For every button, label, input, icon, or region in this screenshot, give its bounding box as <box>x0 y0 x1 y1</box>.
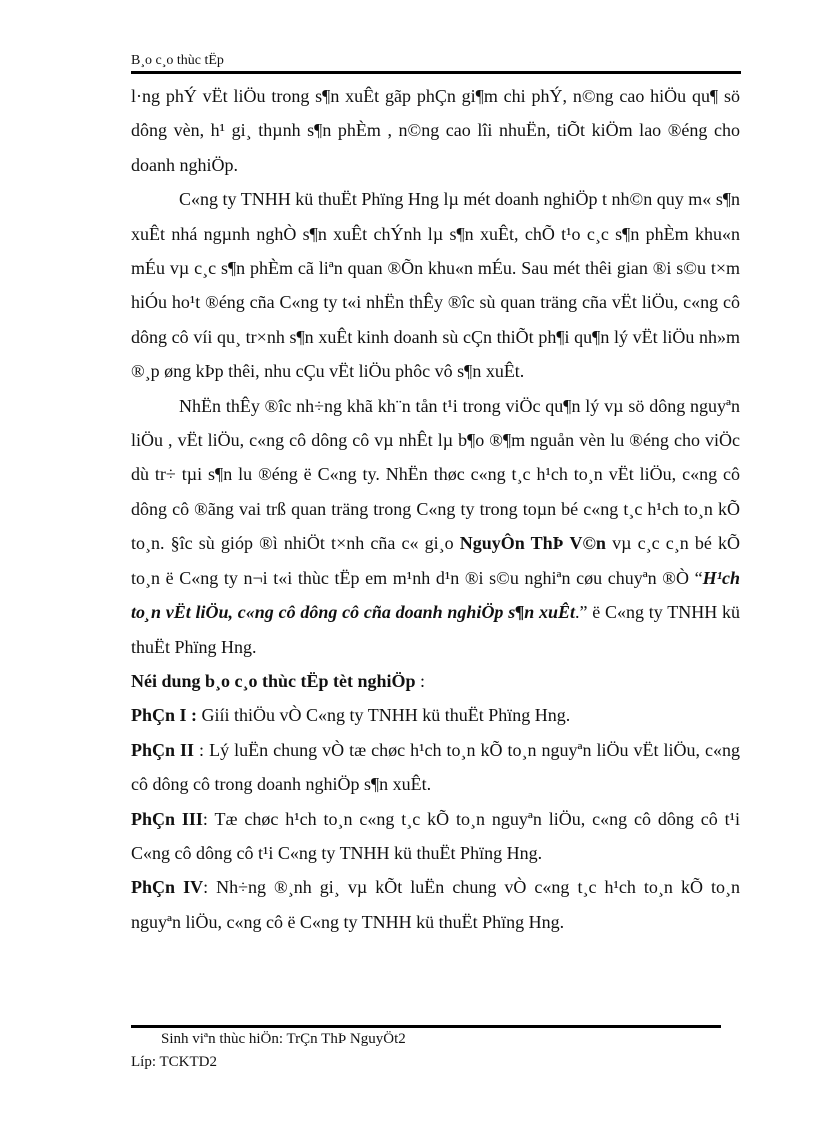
part-1 <box>131 698 740 732</box>
part-1-text: Giíi thiÖu vÒ C«ng ty TNHH kü thuËt Phïng Hng. <box>197 705 571 726</box>
part-1-label: PhÇn I : <box>131 705 198 726</box>
paragraph-2: C«ng ty TNHH kü thuËt Phïng Hng lµ mét doanh nghiÖp t nh©n quy m« s¶n xuÊt nhá ngµnh nghÒ s¶n xuÊt chÝnh lµ s¶n xuÊt, chÕ t¹o c¸c s¶n phÈm khu«n mÉu vµ c¸c s¶n phÈm cã liªn quan ®Õn khu«n mÉu. Sau mét thêi gian ®i s©u t×m hiÓu ho¹t ®éng cña C«ng ty t«i nhËn thÊy ®îc sù quan träng cña vËt liÖu, c«ng cô dông cô víi qu¸ tr×nh s¶n xuÊt kinh doanh sù cÇn thiÕt ph¶i qu¶n lý vËt liÖu nh»m ®¸p øng kÞp thêi, nhu cÇu vËt liÖu phôc vô s¶n xuÊt. <box>131 189 740 382</box>
part-3-text: : Tæ chøc h¹ch to¸n c«ng t¸c kÕ to¸n nguyªn liÖu, c«ng cô dông cô t¹i C«ng cô dông cô t¹i C«ng ty TNHH kü thuËt Phïng Hng. <box>131 808 741 863</box>
footer-student: Sinh viªn thùc hiÖn: TrÇn ThÞ NguyÖt2 <box>161 1031 406 1047</box>
part-3 <box>131 802 740 871</box>
part-4-text: : Nh÷ng ®¸nh gi¸ vµ kÕt luËn chung vÒ c«ng t¸c h¹ch to¸n kÕ to¸n nguyªn liÖu, c«ng cô ë C«ng ty TNHH kü thuËt Phïng Hng. <box>131 877 740 932</box>
paragraph-3 <box>131 389 740 664</box>
part-2-text: : Lý luËn chung vÒ tæ chøc h¹ch to¸n kÕ to¸n nguyªn liÖu vËt liÖu, c«ng cô dông cô trong doanh nghiÖp s¶n xuÊt. <box>131 739 741 795</box>
part-2-label: PhÇn II <box>131 739 195 760</box>
paragraph-3-text-b: vµ c¸c c¸n bé kÕ to¸n ë C«ng ty n¬i t«i thùc tËp em m¹nh d¹n ®i s©u nghiªn cøu chuyªn ®Ò “ <box>131 533 740 588</box>
paragraph-3-text-c: .” ë C«ng ty TNHH kü thuËt Phïng Hng. <box>131 602 740 657</box>
paragraph-3-text-a: NhËn thÊy ®îc nh÷ng khã kh¨n tån t¹i trong viÖc qu¶n lý vµ sö dông nguyªn liÖu , vËt liÖu, c«ng cô dông cô vµ nhÊt lµ b¶o ®¶m nguån vèn lu ®éng cho viÖc dù tr÷ tµi s¶n lu ®éng ë C«ng ty. NhËn thøc c«ng t¸c h¹ch to¸n vËt liÖu, c«ng cô dông cô ®ãng vai trß quan träng trong C«ng ty trong toµn bé c«ng t¸c h¹ch to¸n kÕ to¸n. §îc sù gióp ®ì nhiÖt t×nh cña c« gi¸o <box>131 395 740 554</box>
part-3-label: PhÇn III <box>131 808 203 829</box>
contents-heading-suffix: : <box>415 670 426 691</box>
contents-heading-line <box>131 664 740 698</box>
teacher-name: NguyÔn ThÞ V©n <box>459 533 606 554</box>
footer-class: Líp: TCKTD2 <box>131 1054 217 1070</box>
part-4 <box>131 870 740 939</box>
part-4-label: PhÇn IV <box>131 877 204 898</box>
paragraph-1: l·ng phÝ vËt liÖu trong s¶n xuÊt gãp phÇn gi¶m chi phÝ, n©ng cao hiÖu qu¶ sö dông vèn, h¹ gi¸ thµnh s¶n phÈm , n©ng cao lîi nhuËn, tiÕt kiÖm lao ®éng cho doanh nghiÖp. <box>131 86 740 175</box>
header-divider <box>131 71 741 74</box>
body-content <box>131 79 740 939</box>
part-2 <box>131 733 740 802</box>
contents-heading: Néi dung b¸o c¸o thùc tËp tèt nghiÖp <box>131 670 416 691</box>
report-topic: H¹ch to¸n vËt liÖu, c«ng cô dông cô cña doanh nghiÖp s¶n xuÊt <box>131 567 740 623</box>
page-header-title: B¸o c¸o thùc tËp <box>131 53 224 68</box>
footer-divider <box>131 1025 721 1028</box>
